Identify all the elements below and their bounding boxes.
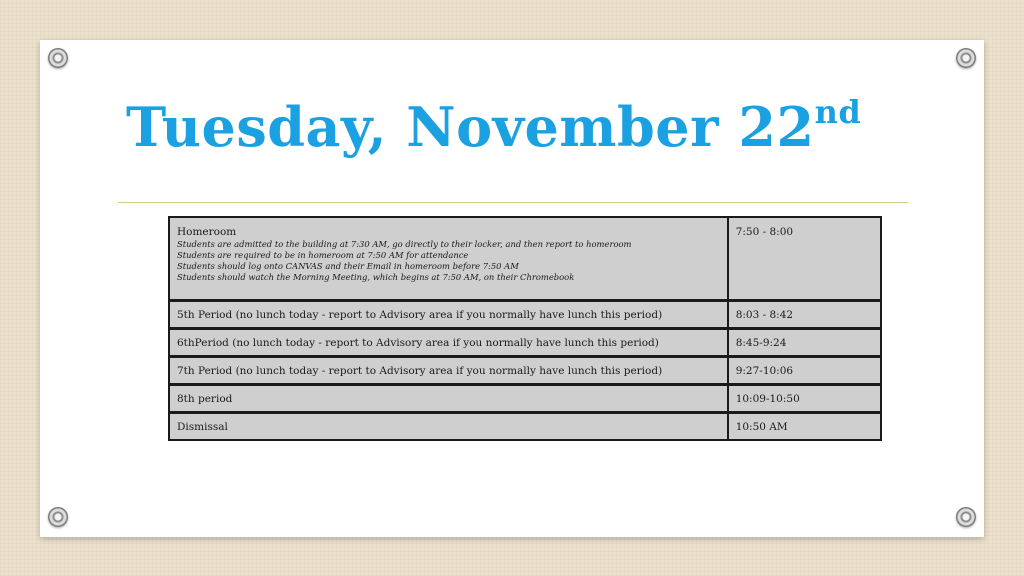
event-cell: 5th Period (no lunch today - report to Advisory area if you normally have lunch this period) [169,301,728,329]
title-main: Tuesday, November 22 [126,95,815,159]
title-divider [118,202,908,203]
time-cell: 8:45-9:24 [728,329,881,357]
schedule-table [168,216,882,441]
homeroom-cell [169,217,728,301]
homeroom-time: 7:50 - 8:00 [728,217,881,301]
homeroom-note: Students are required to be in homeroom at 7:50 AM for attendance [177,250,469,260]
event-cell: Dismissal [169,413,728,441]
pin-icon [956,507,976,527]
event-cell: 6thPeriod (no lunch today - report to Advisory area if you normally have lunch this period) [169,329,728,357]
event-cell: 8th period [169,385,728,413]
table-row [169,329,881,357]
homeroom-note: Students should log onto CANVAS and their Email in homeroom before 7:50 AM [177,261,519,271]
time-cell: 10:50 AM [728,413,881,441]
table-row [169,217,881,301]
title-suffix: nd [814,93,862,131]
time-cell: 9:27-10:06 [728,357,881,385]
table-row [169,413,881,441]
homeroom-note: Students are admitted to the building at 7:30 AM, go directly to their locker, and then report to homeroom [177,239,632,249]
table-row [169,301,881,329]
homeroom-note: Students should watch the Morning Meeting, which begins at 7:50 AM, on their Chromebook [177,272,575,282]
table-row [169,357,881,385]
slide-title [126,93,862,159]
event-cell: 7th Period (no lunch today - report to Advisory area if you normally have lunch this period) [169,357,728,385]
time-cell: 10:09-10:50 [728,385,881,413]
homeroom-label: Homeroom [177,226,237,238]
slide-card [40,40,984,537]
pin-icon [48,48,68,68]
table-row [169,385,881,413]
pin-icon [48,507,68,527]
pin-icon [956,48,976,68]
time-cell: 8:03 - 8:42 [728,301,881,329]
